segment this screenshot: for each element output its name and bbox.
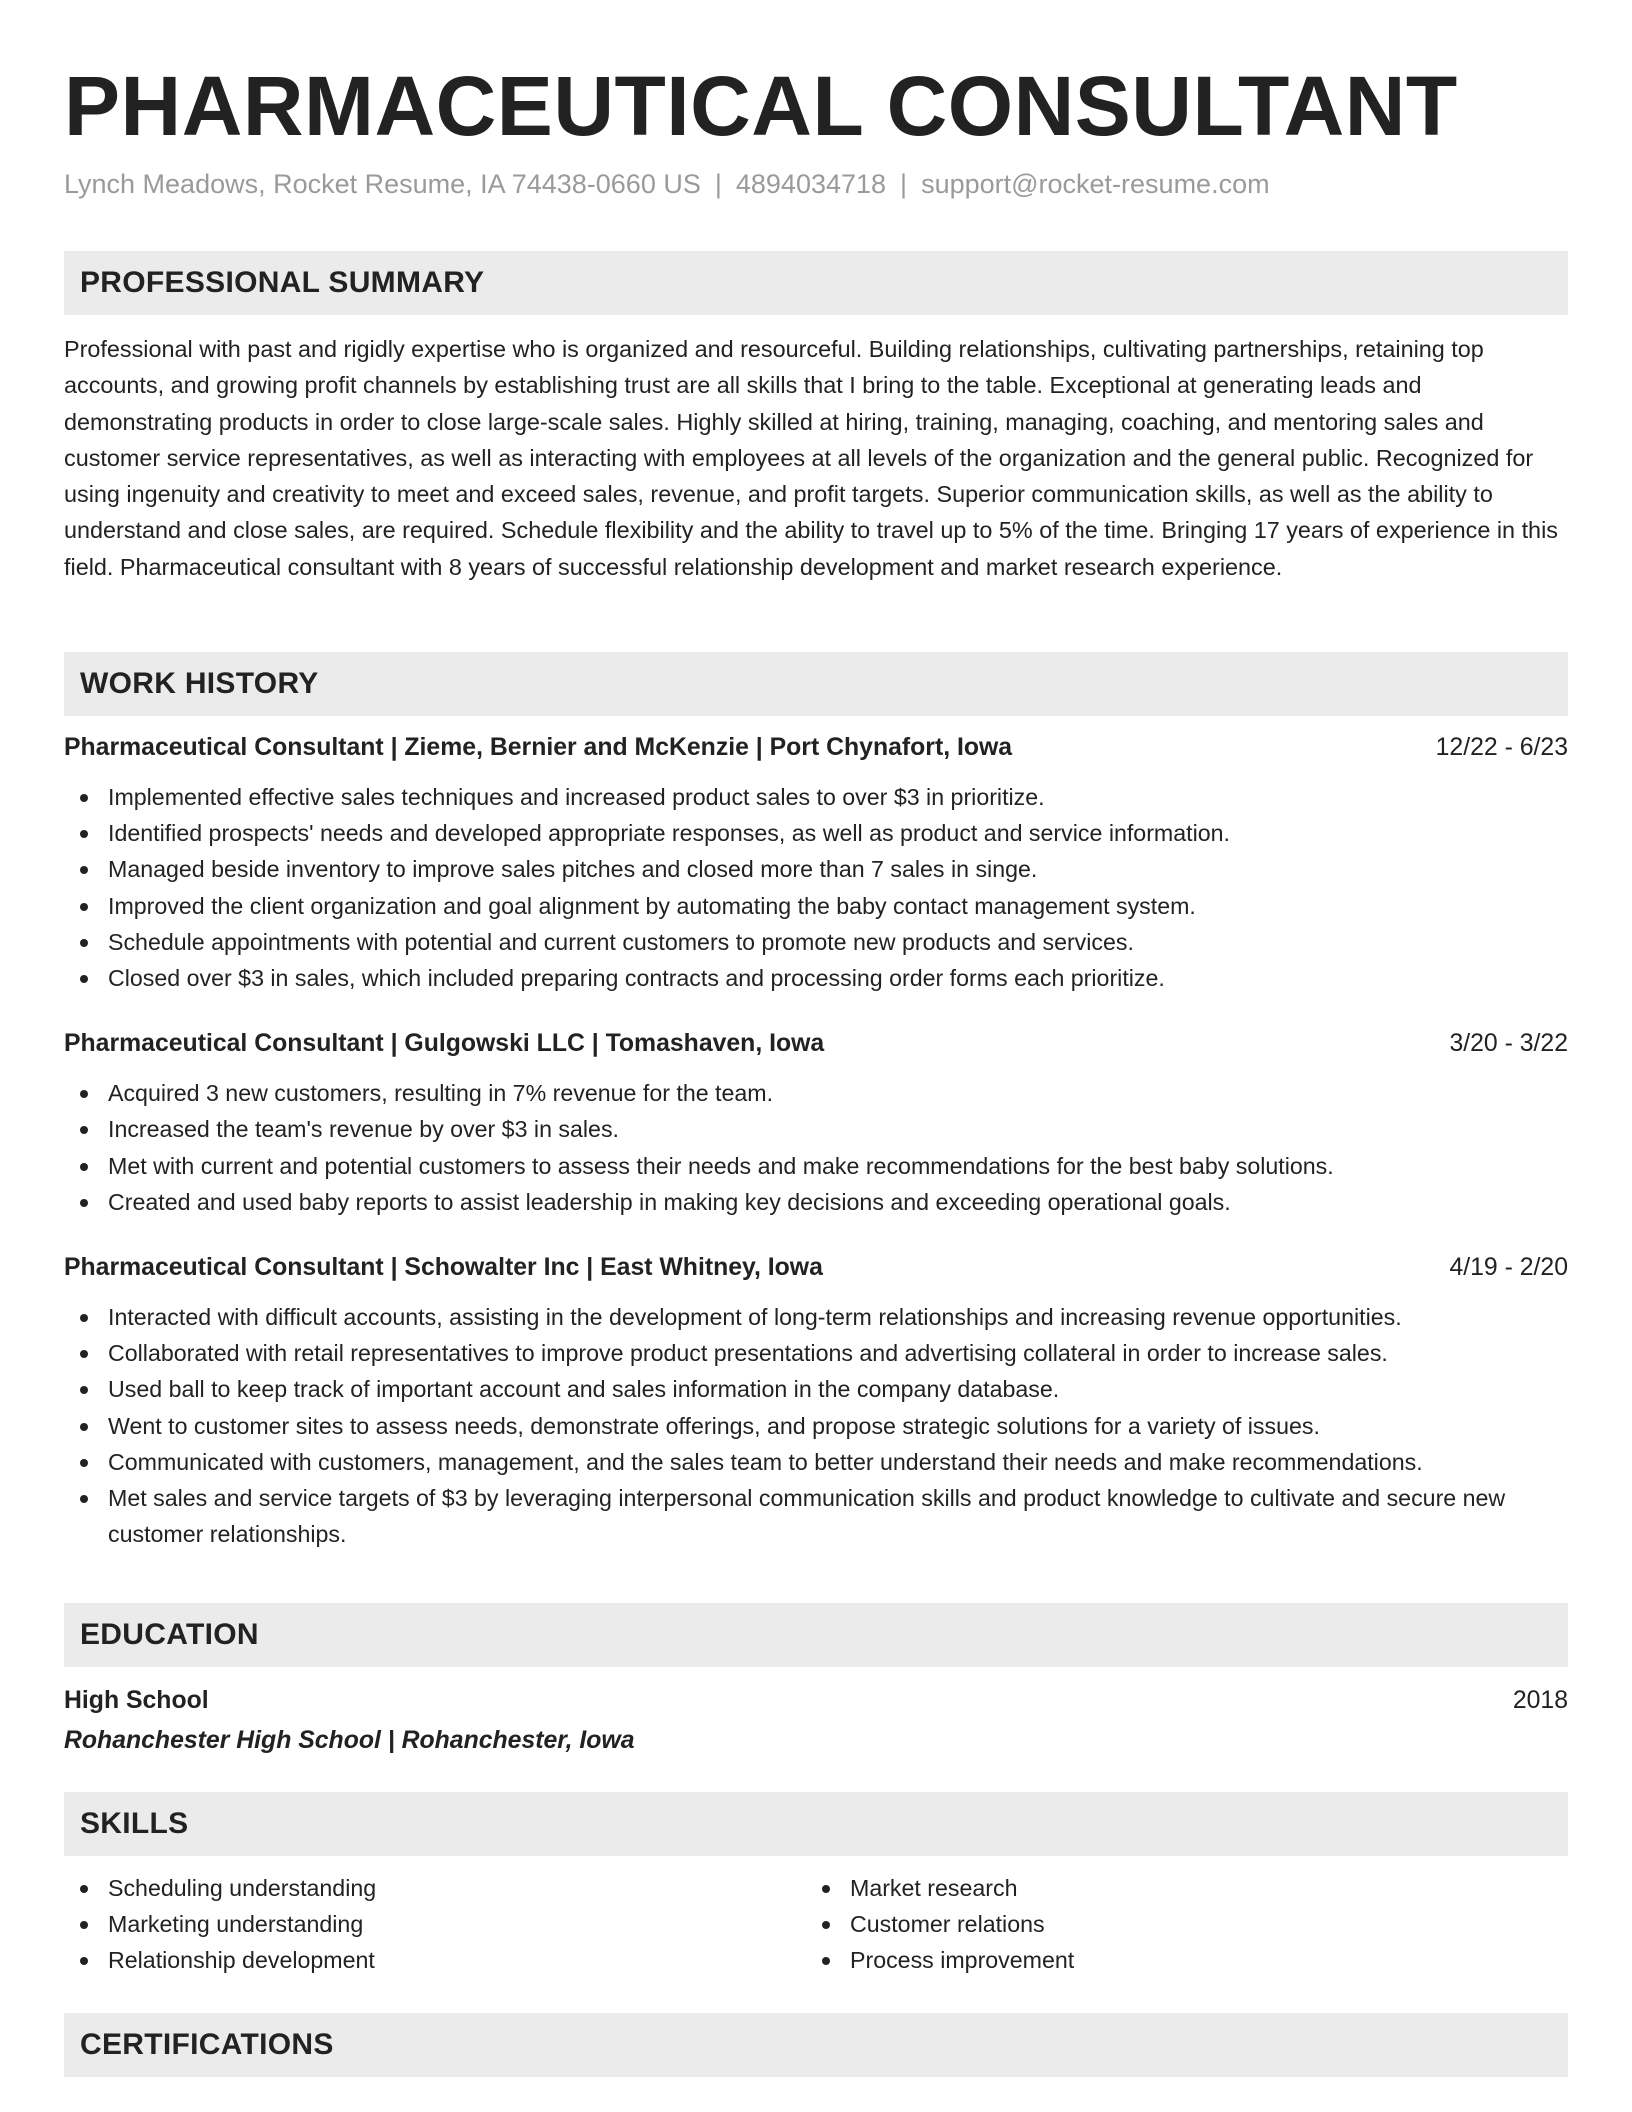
skill-item: Relationship development [64, 1942, 376, 1978]
certifications-heading: CERTIFICATIONS [64, 2013, 1568, 2077]
job-dates: 12/22 - 6/23 [1435, 734, 1568, 761]
job-header [64, 1250, 1568, 1286]
education-header [64, 1681, 1568, 1721]
summary-text: Professional with past and rigidly expertise who is organized and resourceful. Building relationships, cultivating partnerships, retaining top accounts, and growing profit channels by establishing trust are all skills that I bring to the table. Exceptional at generating leads and demonstrating products in order to close large-scale sales. Highly skilled at hiring, training, managing, coaching, and mentoring sales and customer service representatives, as well as interacting with employees at all levels of the organization and the general public. Recognized for using ingenuity and creativity to meet and exceed sales, revenue, and profit targets. Superior communication skills, as well as the ability to understand and close sales, are required. Schedule flexibility and the ability to travel up to 5% of the time. Bringing 17 years of experience in this field. Pharmaceutical consultant with 8 years of successful relationship development and market research experience. [64, 336, 1558, 580]
job-bullets [64, 1299, 1568, 1552]
skill-item: Marketing understanding [64, 1906, 376, 1942]
job-bullet: Closed over $3 in sales, which included preparing contracts and processing order forms each prioritize. [64, 960, 1568, 996]
job-bullet: Created and used baby reports to assist leadership in making key decisions and exceeding operational goals. [64, 1184, 1568, 1220]
job-bullet: Went to customer sites to assess needs, demonstrate offerings, and propose strategic solutions for a variety of issues. [64, 1408, 1568, 1444]
skills-column [806, 1870, 1074, 1979]
job-bullet: Met sales and service targets of $3 by leveraging interpersonal communication skills and product knowledge to cultivate and secure new customer relationships. [64, 1480, 1568, 1552]
job-bullet: Communicated with customers, management, and the sales team to better understand their needs and make recommendations. [64, 1444, 1568, 1480]
job-entry [64, 1250, 1568, 1552]
job-dates: 3/20 - 3/22 [1449, 1030, 1568, 1058]
summary-heading: PROFESSIONAL SUMMARY [64, 251, 1568, 315]
job-bullet: Schedule appointments with potential and current customers to promote new products and services. [64, 924, 1568, 960]
contact-separator: | [900, 169, 908, 199]
skills-section [64, 1792, 1568, 1980]
contact-line [64, 166, 1270, 202]
job-dates: 4/19 - 2/20 [1449, 1254, 1568, 1282]
work-history-section [64, 652, 1568, 1552]
skills-column [64, 1870, 376, 1979]
job-bullet: Collaborated with retail representatives to improve product presentations and advertising collateral in order to increase sales. [64, 1335, 1568, 1371]
job-title: Pharmaceutical Consultant | Gulgowski LLC | Tomashaven, Iowa [64, 1030, 825, 1058]
job-bullet: Used ball to keep track of important account and sales information in the company database. [64, 1371, 1568, 1407]
job-bullet: Acquired 3 new customers, resulting in 7% revenue for the team. [64, 1075, 1568, 1111]
job-entry [64, 1026, 1568, 1220]
skill-item: Customer relations [806, 1906, 1074, 1942]
job-bullet: Identified prospects' needs and developed appropriate responses, as well as product and service information. [64, 815, 1568, 851]
job-title: Pharmaceutical Consultant | Schowalter Inc | East Whitney, Iowa [64, 1254, 823, 1282]
resume-name: PHARMACEUTICAL CONSULTANT [64, 59, 1458, 153]
job-header [64, 730, 1568, 766]
job-bullet: Increased the team's revenue by over $3 in sales. [64, 1111, 1568, 1147]
job-bullet: Met with current and potential customers to assess their needs and make recommendations for the best baby solutions. [64, 1148, 1568, 1184]
summary-section [64, 251, 1568, 585]
job-bullet: Interacted with difficult accounts, assisting in the development of long-term relationships and increasing revenue opportunities. [64, 1299, 1568, 1335]
contact-address: Lynch Meadows, Rocket Resume, IA 74438-0660 US [64, 169, 701, 199]
job-header [64, 1026, 1568, 1062]
education-year: 2018 [1512, 1687, 1568, 1714]
contact-separator: | [714, 169, 722, 199]
job-bullet: Implemented effective sales techniques and increased product sales to over $3 in prioritize. [64, 779, 1568, 815]
skill-item: Process improvement [806, 1942, 1074, 1978]
job-bullets [64, 1075, 1568, 1220]
work-history-heading: WORK HISTORY [64, 652, 1568, 716]
job-bullet: Managed beside inventory to improve sales pitches and closed more than 7 sales in singe. [64, 851, 1568, 887]
contact-phone: 4894034718 [735, 169, 887, 199]
job-bullet: Improved the client organization and goal alignment by automating the baby contact management system. [64, 888, 1568, 924]
job-bullets [64, 779, 1568, 996]
job-entry [64, 730, 1568, 996]
skills-list [64, 1870, 1568, 1980]
education-degree: High School [64, 1687, 209, 1714]
skill-item: Market research [806, 1870, 1074, 1906]
skills-heading: SKILLS [64, 1792, 1568, 1856]
contact-email: support@rocket-resume.com [921, 169, 1270, 199]
education-heading: EDUCATION [64, 1603, 1568, 1667]
certifications-section [64, 2013, 1568, 2077]
education-section [64, 1603, 1568, 1761]
education-school: Rohanchester High School | Rohanchester, Iowa [64, 1727, 635, 1754]
skill-item: Scheduling understanding [64, 1870, 376, 1906]
job-title: Pharmaceutical Consultant | Zieme, Bernier and McKenzie | Port Chynafort, Iowa [64, 734, 1013, 761]
